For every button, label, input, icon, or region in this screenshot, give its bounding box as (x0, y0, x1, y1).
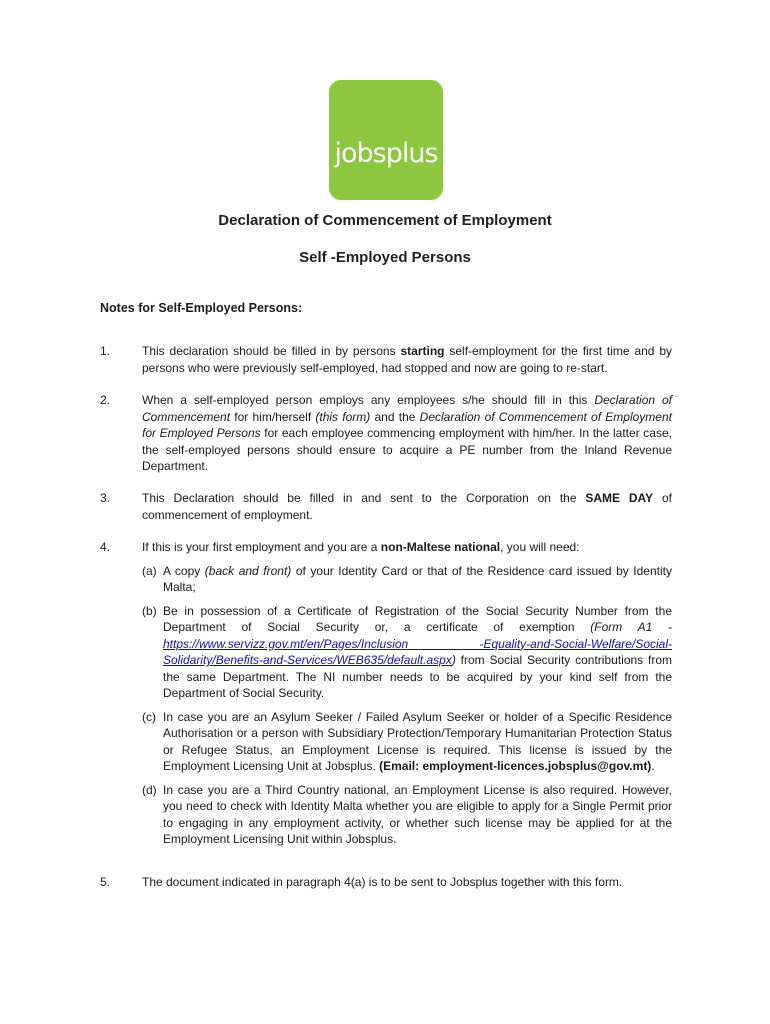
note-text: The document indicated in paragraph 4(a) is to be sent to Jobsplus together with this form. (142, 875, 623, 889)
subnote-text: In case you are an Asylum Seeker / Failed Asylum Seeker or holder of a Specific Residence Authorisation or a person with Subsidiary Protection/Temporary Humanitarian Protection Status or Refugee Status, an Employment License is required. This license is issued by the Employment Licensing Unit at Jobsplus. (163, 709, 672, 773)
note-body (142, 392, 672, 475)
note-text: for him/herself (230, 409, 316, 424)
subnote-text: . (651, 759, 655, 773)
page-title: Declaration of Commencement of Employment (218, 212, 552, 229)
subnote-text: Be in possession of a Certificate of Registration of the Social Security Number from the Department of Social Security or, a certificate of exemption (163, 603, 672, 634)
subnote-label: (a) (142, 563, 157, 578)
subnote-text: of your Identity Card or that of the Residence card issued by Identity Malta; (163, 563, 672, 594)
note-number: 4. (100, 540, 111, 554)
note-text: This Declaration should be filled in and sent to the Corporation on the (142, 491, 586, 505)
note-2 (100, 392, 672, 475)
subnote-italic: (back and front) (204, 563, 292, 578)
logo-text: jobsplus (334, 138, 438, 169)
note-emphasis: starting (400, 344, 445, 358)
note-text: This declaration should be filled in by persons (142, 344, 401, 358)
note-number: 5. (100, 875, 111, 889)
note-number: 2. (100, 393, 111, 407)
note-number: 3. (100, 491, 111, 505)
subnote-text: A copy (163, 563, 205, 578)
note-1 (100, 343, 672, 376)
note-body (142, 343, 672, 376)
note-italic: Declaration of Commencement of Employment for Employed Persons (142, 409, 672, 440)
subnote-a (142, 563, 672, 596)
subnote-italic: ) (451, 653, 456, 667)
servizz-link[interactable]: https://www.servizz.gov.mt/en/Pages/Inclusion -Equality-and-Social-Welfare/Social-Solidarity/Benefits-and-Services/WEB635/default.aspx (163, 636, 672, 667)
note-text: for each employee commencing employment with him/her. In the latter case, the self-employed persons should ensure to acquire a PE number from the Inland Revenue Department. (142, 426, 672, 473)
note-body (142, 490, 672, 523)
note-text: , you will need: (500, 540, 580, 554)
note-italic: Declaration of Commencement (142, 393, 673, 424)
subnote-b (142, 603, 672, 702)
jobsplus-logo (329, 80, 443, 200)
note-body (142, 874, 672, 891)
note-text: and the (370, 409, 420, 424)
subnote-d (142, 782, 672, 848)
page-subtitle: Self -Employed Persons (299, 249, 471, 266)
note-text: self-employment for the first time and by persons who were previously self-employed, had stopped and now are going to re-start. (142, 344, 673, 375)
note-emphasis: SAME DAY (585, 491, 654, 505)
subnote-label: (b) (142, 603, 157, 618)
note-4 (100, 539, 672, 848)
note-3 (100, 490, 672, 523)
note-body (142, 539, 672, 556)
subnote-label: (c) (142, 709, 156, 724)
note-5 (100, 874, 672, 891)
subnote-c (142, 709, 672, 775)
subnote-text: In case you are a Third Country national, an Employment License is also required. However, you need to check with Identity Malta whether you are eligible to apply for a Single Permit prior to engaging in any employment activity, or whether such license may be applied for at the Employment Licensing Unit within Jobsplus. (163, 782, 672, 846)
note-number: 1. (100, 344, 111, 358)
note-italic: (this form) (315, 409, 371, 424)
note-text: When a self-employed person employs any employees s/he should fill in this (142, 393, 595, 407)
note-emphasis: non-Maltese national (380, 540, 501, 554)
note-text: of commencement of employment. (142, 491, 672, 522)
notes-heading: Notes for Self-Employed Persons: (100, 301, 303, 315)
subnote-italic: (Form A1 - (590, 620, 672, 634)
subnote-text: from Social Security contributions from the same Department. The NI number needs to be acquired by your kind self from the Department of Social Security. (163, 653, 672, 700)
email-contact: (Email: employment-licences.jobsplus@gov.mt) (379, 759, 652, 773)
note-text: If this is your first employment and you are a (142, 540, 381, 554)
subnote-label: (d) (142, 782, 157, 797)
